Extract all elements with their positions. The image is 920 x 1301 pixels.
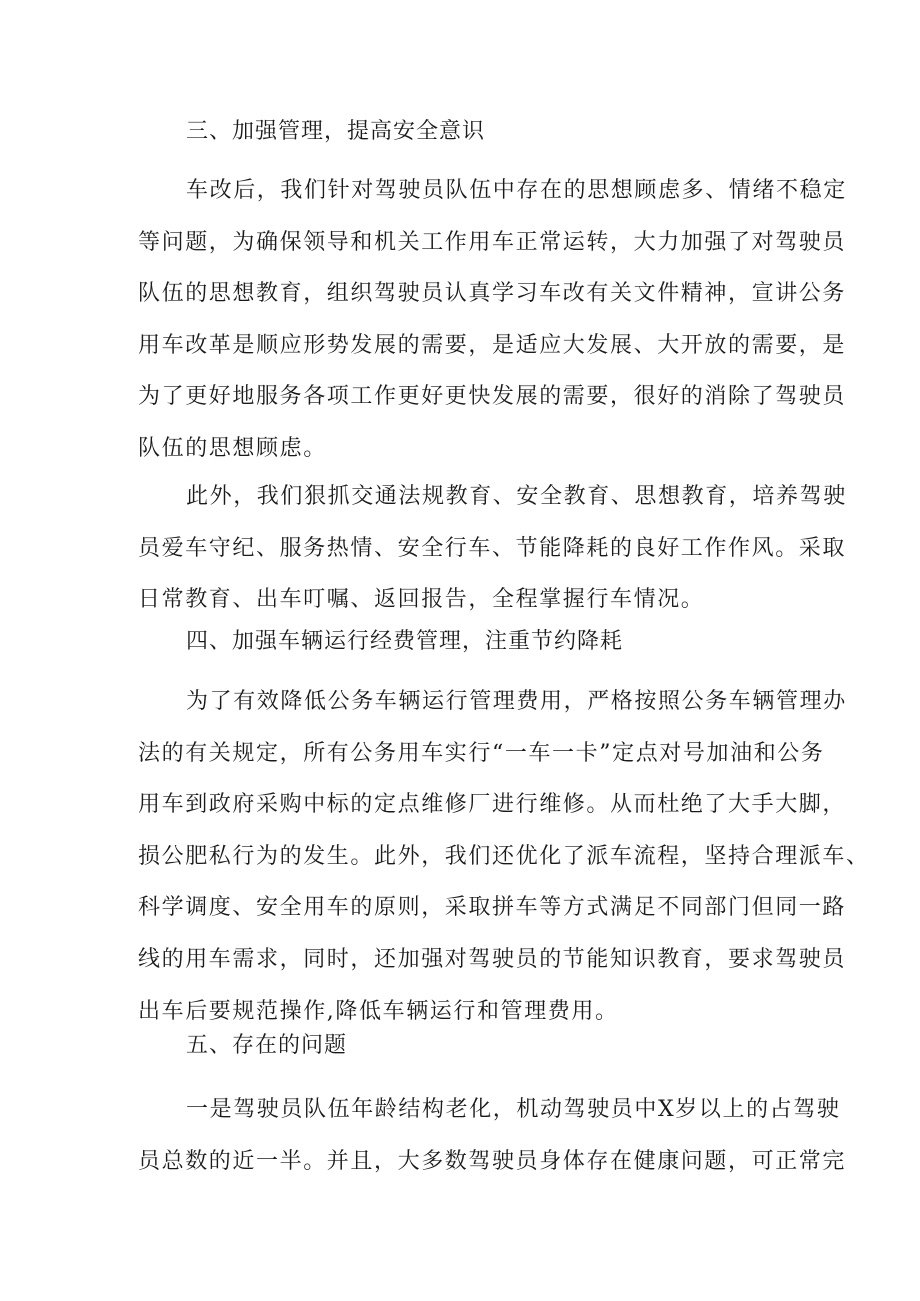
text-line: 用车到政府采购中标的定点维修厂进行维修。从而杜绝了大手大脚， [138, 792, 847, 818]
text-line: 员爱车守纪、服务热情、安全行车、节能降耗的良好工作作风。采取 [138, 535, 847, 561]
text-line: 用车改革是顺应形势发展的需要，是适应大发展、大开放的需要，是 [138, 332, 847, 358]
text-line: 科学调度、安全用车的原则，采取拼车等方式满足不同部门但同一路 [138, 895, 847, 921]
text-line: 出车后要规范操作,降低车辆运行和管理费用。 [138, 998, 619, 1024]
text-line: 损公肥私行为的发生。此外，我们还优化了派车流程，坚持合理派车、 [138, 843, 870, 869]
text-line: 为了更好地服务各项工作更好更快发展的需要，很好的消除了驾驶员 [138, 384, 847, 410]
text-line: 法的有关规定，所有公务用车实行“一车一卡”定点对号加油和公务 [138, 740, 825, 766]
paragraph [138, 1084, 847, 1187]
text-line: 线的用车需求，同时，还加强对驾驶员的节能知识教育，要求驾驶员 [138, 946, 847, 972]
paragraph [138, 676, 870, 1037]
text-line: 队伍的思想顾虑。 [138, 435, 327, 461]
paragraph [138, 165, 847, 475]
section-heading-3: 三、加强管理，提高安全意识 [186, 119, 486, 144]
text-line: 队伍的思想教育，组织驾驶员认真学习车改有关文件精神，宣讲公务 [138, 281, 847, 307]
text-line: 为了有效降低公务车辆运行管理费用，严格按照公务车辆管理办 [186, 689, 847, 714]
text-line: 车改后，我们针对驾驶员队伍中存在的思想顾虑多、情绪不稳定 [186, 178, 847, 203]
section-heading-5: 五、存在的问题 [186, 1033, 348, 1058]
text-line: 日常教育、出车叮嘱、返回报告，全程掌握行车情况。 [138, 587, 705, 613]
paragraph [138, 471, 847, 626]
text-line: 一是驾驶员队伍年龄结构老化，机动驾驶员中X岁以上的占驾驶 [186, 1097, 841, 1122]
section-heading-4: 四、加强车辆运行经费管理，注重节约降耗 [186, 629, 624, 654]
text-line: 此外，我们狠抓交通法规教育、安全教育、思想教育，培养驾驶 [186, 484, 847, 509]
text-line: 员总数的近一半。并且，大多数驾驶员身体存在健康问题，可正常完 [138, 1148, 847, 1174]
text-line: 等问题，为确保领导和机关工作用车正常运转，大力加强了对驾驶员 [138, 229, 847, 255]
